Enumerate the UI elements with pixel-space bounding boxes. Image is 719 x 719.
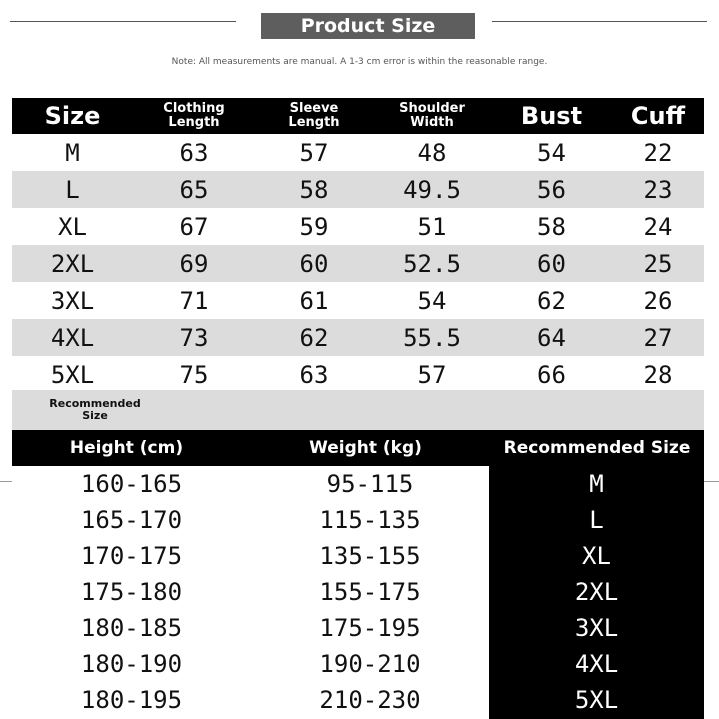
table-cell: 57 [299, 138, 329, 167]
list-item [12, 466, 704, 502]
recommended-cell: 155-175 [319, 578, 421, 606]
table-cell: L [65, 175, 80, 204]
list-item [12, 502, 704, 538]
recommended-header [12, 430, 704, 466]
recommended-cell: 180-195 [80, 686, 183, 714]
list-item [12, 646, 704, 682]
side-rule-right [704, 481, 719, 482]
table-cell: 63 [299, 360, 329, 389]
table-cell: 63 [179, 138, 209, 167]
recommended-cell: 165-170 [80, 506, 183, 534]
header-sleeve-length: Sleeve Length [288, 101, 340, 130]
header-cuff: Cuff [630, 102, 686, 130]
list-item [12, 682, 704, 718]
recommended-cell: 210-230 [319, 686, 421, 714]
table-cell: 66 [537, 360, 566, 389]
table-row [12, 134, 704, 171]
table-row [12, 282, 704, 319]
recommended-cell: 170-175 [80, 542, 183, 570]
table-cell: 75 [179, 360, 209, 389]
table-cell: 51 [417, 212, 447, 241]
table-cell: 58 [537, 212, 566, 241]
table-cell: 56 [537, 175, 566, 204]
recommended-cell: 3XL [574, 614, 619, 642]
recommended-cell: XL [582, 542, 611, 570]
table-cell: 3XL [50, 286, 95, 315]
table-cell: XL [58, 212, 87, 241]
size-table [12, 98, 704, 393]
table-row [12, 356, 704, 393]
page-title: Product Size [261, 13, 475, 39]
header-clothing-length: Clothing Length [163, 101, 225, 130]
table-cell: 67 [179, 212, 209, 241]
table-cell: 23 [643, 175, 673, 204]
recommended-cell: L [589, 506, 604, 534]
recommended-cell: M [589, 470, 604, 498]
list-item [12, 538, 704, 574]
table-cell: 4XL [50, 323, 95, 352]
recommended-cell: 115-135 [319, 506, 421, 534]
table-cell: 73 [179, 323, 209, 352]
table-row [12, 319, 704, 356]
table-cell: 2XL [50, 249, 95, 278]
table-cell: 59 [299, 212, 329, 241]
header-size: Size [44, 102, 101, 130]
table-row [12, 171, 704, 208]
recommended-cell: 2XL [574, 578, 619, 606]
table-row [12, 208, 704, 245]
list-item [12, 574, 704, 610]
table-cell: 62 [299, 323, 329, 352]
table-cell: 48 [417, 138, 447, 167]
table-cell: 5XL [50, 360, 95, 389]
recommended-label: Recommended Size [49, 397, 141, 422]
title-rule-right [492, 21, 707, 22]
title-rule-left [10, 21, 236, 22]
table-cell: 62 [537, 286, 566, 315]
table-cell: 60 [537, 249, 566, 278]
table-cell: 71 [179, 286, 209, 315]
header-bust: Bust [520, 102, 583, 130]
recommended-cell: 4XL [574, 650, 619, 678]
recommended-cell: 175-195 [319, 614, 421, 642]
header-recommended-size: Recommended Size [503, 438, 691, 458]
recommended-cell: 190-210 [319, 650, 421, 678]
size-table-header [12, 98, 704, 134]
table-cell: 54 [537, 138, 566, 167]
recommended-cell: 95-115 [326, 470, 414, 498]
table-cell: 57 [417, 360, 447, 389]
recommended-cell: 180-190 [80, 650, 183, 678]
table-cell: 26 [643, 286, 673, 315]
table-cell: 24 [643, 212, 673, 241]
recommended-cell: 5XL [574, 686, 619, 714]
table-cell: 60 [299, 249, 329, 278]
table-row [12, 245, 704, 282]
recommended-cell: 175-180 [80, 578, 183, 606]
header-shoulder-width: Shoulder Width [399, 101, 465, 130]
list-item [12, 610, 704, 646]
table-cell: 54 [417, 286, 447, 315]
recommended-cell: 135-155 [319, 542, 421, 570]
table-cell: 22 [643, 138, 673, 167]
header-weight: Weight (kg) [309, 438, 422, 458]
table-cell: 65 [179, 175, 209, 204]
table-cell: 69 [179, 249, 209, 278]
table-cell: 58 [299, 175, 329, 204]
table-cell: 55.5 [403, 323, 461, 352]
recommended-cell: 160-165 [80, 470, 183, 498]
table-cell: 64 [537, 323, 566, 352]
table-cell: 27 [643, 323, 673, 352]
side-rule-left [0, 481, 12, 482]
header-height: Height (cm) [69, 438, 184, 458]
table-cell: 49.5 [403, 175, 461, 204]
table-cell: M [65, 138, 80, 167]
table-cell: 25 [643, 249, 673, 278]
table-cell: 28 [643, 360, 673, 389]
recommended-cell: 180-185 [80, 614, 183, 642]
table-cell: 52.5 [403, 249, 461, 278]
table-cell: 61 [299, 286, 329, 315]
measurement-note: Note: All measurements are manual. A 1-3 cm error is within the reasonable range. [171, 57, 548, 67]
